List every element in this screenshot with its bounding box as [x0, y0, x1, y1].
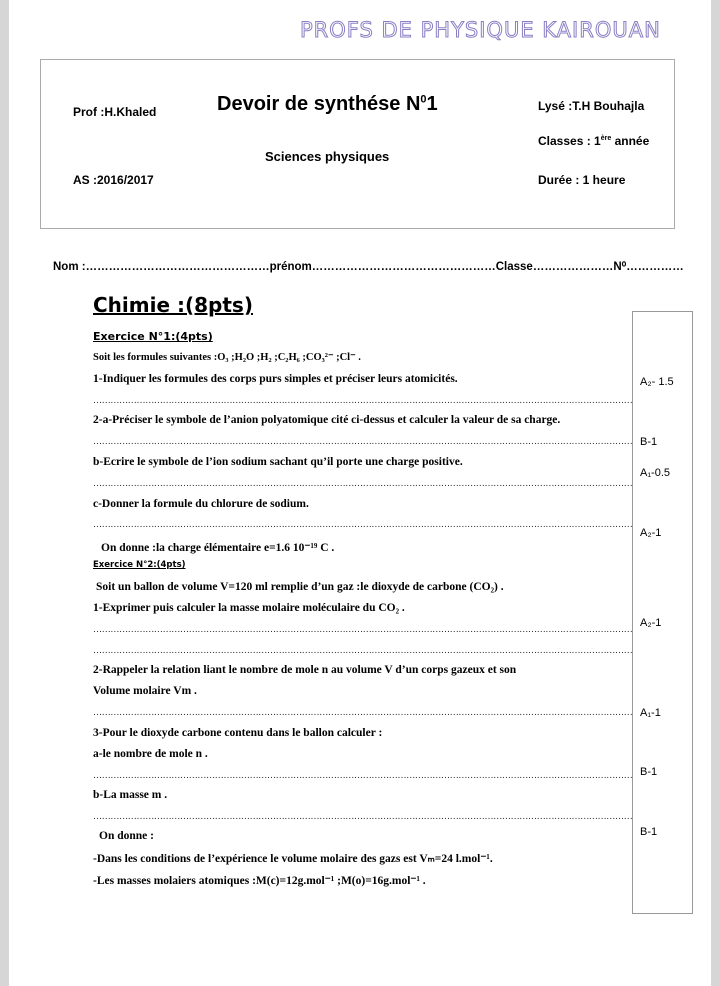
ex2-given: On donne :	[99, 830, 154, 842]
ex2-q3a: a-le nombre de mole n .	[93, 748, 208, 760]
student-info-line: Nom :…………………………………………prénom…………………………………………Classe…………………N⁰……………	[53, 261, 684, 273]
class-post: année	[611, 134, 650, 148]
class-sup: ère	[600, 135, 612, 142]
grade-mark: A₂- 1.5	[640, 376, 674, 388]
ex1-q2a: 2-a-Préciser le symbole de l’anion polyatomique cité ci-dessus et calculer la valeur de sa charge.	[93, 414, 561, 426]
grade-mark: B-1	[640, 436, 658, 448]
section-title: Chimie :(8pts)	[93, 293, 253, 317]
ex2-q2-cont: Volume molaire Vm .	[93, 685, 197, 697]
answer-line[interactable]: ……………………………………………………………………………………………………………………………………………………………………	[93, 770, 633, 780]
ex2-given-2: -Les masses molaiers atomiques :M(c)=12g.mol⁻¹ ;M(o)=16g.mol⁻¹ .	[93, 875, 426, 887]
title-text: Devoir de synthése N	[217, 93, 421, 115]
grade-mark: A₁-0.5	[640, 467, 671, 479]
exercise-2-title: Exercice N°2:(4pts)	[93, 560, 186, 570]
ex1-given: On donne :la charge élémentaire e=1.6 10⁻¹⁹ C .	[101, 542, 335, 554]
exercise-1-title: Exercice N°1:(4pts)	[93, 330, 213, 343]
ex1-intro: Soit les formules suivantes :O₃ ;H₂O ;H₂ ;C₂H₆ ;CO₃²⁻ ;Cl⁻ .	[93, 352, 361, 363]
exam-title	[217, 93, 438, 116]
ex2-intro: Soit un ballon de volume V=120 ml remplie d’un gaz :le dioxyde de carbone (CO₂) .	[96, 581, 504, 593]
title-sup: 0	[420, 93, 427, 106]
answer-line[interactable]: ……………………………………………………………………………………………………………………………………………………………………	[93, 624, 633, 634]
class-pre: Classes : 1	[538, 134, 601, 148]
grade-mark: B-1	[640, 826, 658, 838]
watermark: PROFS DE PHYSIQUE KAIROUAN	[300, 18, 661, 42]
ex1-q1: 1-Indiquer les formules des corps purs simples et préciser leurs atomicités.	[93, 373, 458, 385]
grade-mark: A₂-1	[640, 527, 662, 539]
ex1-q2b: b-Ecrire le symbole de l’ion sodium sachant qu’il porte une charge positive.	[93, 456, 463, 468]
answer-line[interactable]: ……………………………………………………………………………………………………………………………………………………………………	[93, 811, 633, 821]
duration: Durée : 1 heure	[538, 173, 626, 187]
answer-line[interactable]: ……………………………………………………………………………………………………………………………………………………………………	[93, 707, 633, 717]
class-level	[538, 134, 649, 148]
ex2-given-1: -Dans les conditions de l’expérience le volume molaire des gazs est Vₘ=24 l.mol⁻¹.	[93, 853, 493, 865]
ex2-q3b: b-La masse m .	[93, 789, 168, 801]
title-end: 1	[426, 93, 438, 115]
answer-line[interactable]: ……………………………………………………………………………………………………………………………………………………………………	[93, 645, 633, 655]
answer-line[interactable]: ……………………………………………………………………………………………………………………………………………………………………	[93, 519, 633, 529]
grade-mark: B-1	[640, 766, 658, 778]
subject: Sciences physiques	[265, 149, 390, 164]
answer-line[interactable]: ……………………………………………………………………………………………………………………………………………………………………	[93, 478, 633, 488]
grading-margin	[632, 311, 693, 914]
answer-line[interactable]: ……………………………………………………………………………………………………………………………………………………………………	[93, 436, 633, 446]
school-name: Lysé :T.H Bouhajla	[538, 99, 645, 113]
grade-mark: A₂-1	[640, 617, 662, 629]
answer-line[interactable]: ……………………………………………………………………………………………………………………………………………………………………	[93, 395, 633, 405]
teacher-name: Prof :H.Khaled	[73, 105, 157, 119]
ex2-q1: 1-Exprimer puis calculer la masse molaire moléculaire du CO₂ .	[93, 602, 405, 614]
ex1-q2c: c-Donner la formule du chlorure de sodium.	[93, 498, 309, 510]
ex2-q2: 2-Rappeler la relation liant le nombre de mole n au volume V d’un corps gazeux et son	[93, 664, 517, 676]
grade-mark: A₁-1	[640, 707, 661, 719]
school-year: AS :2016/2017	[73, 173, 154, 187]
ex2-q3: 3-Pour le dioxyde carbone contenu dans le ballon calculer :	[93, 727, 383, 739]
